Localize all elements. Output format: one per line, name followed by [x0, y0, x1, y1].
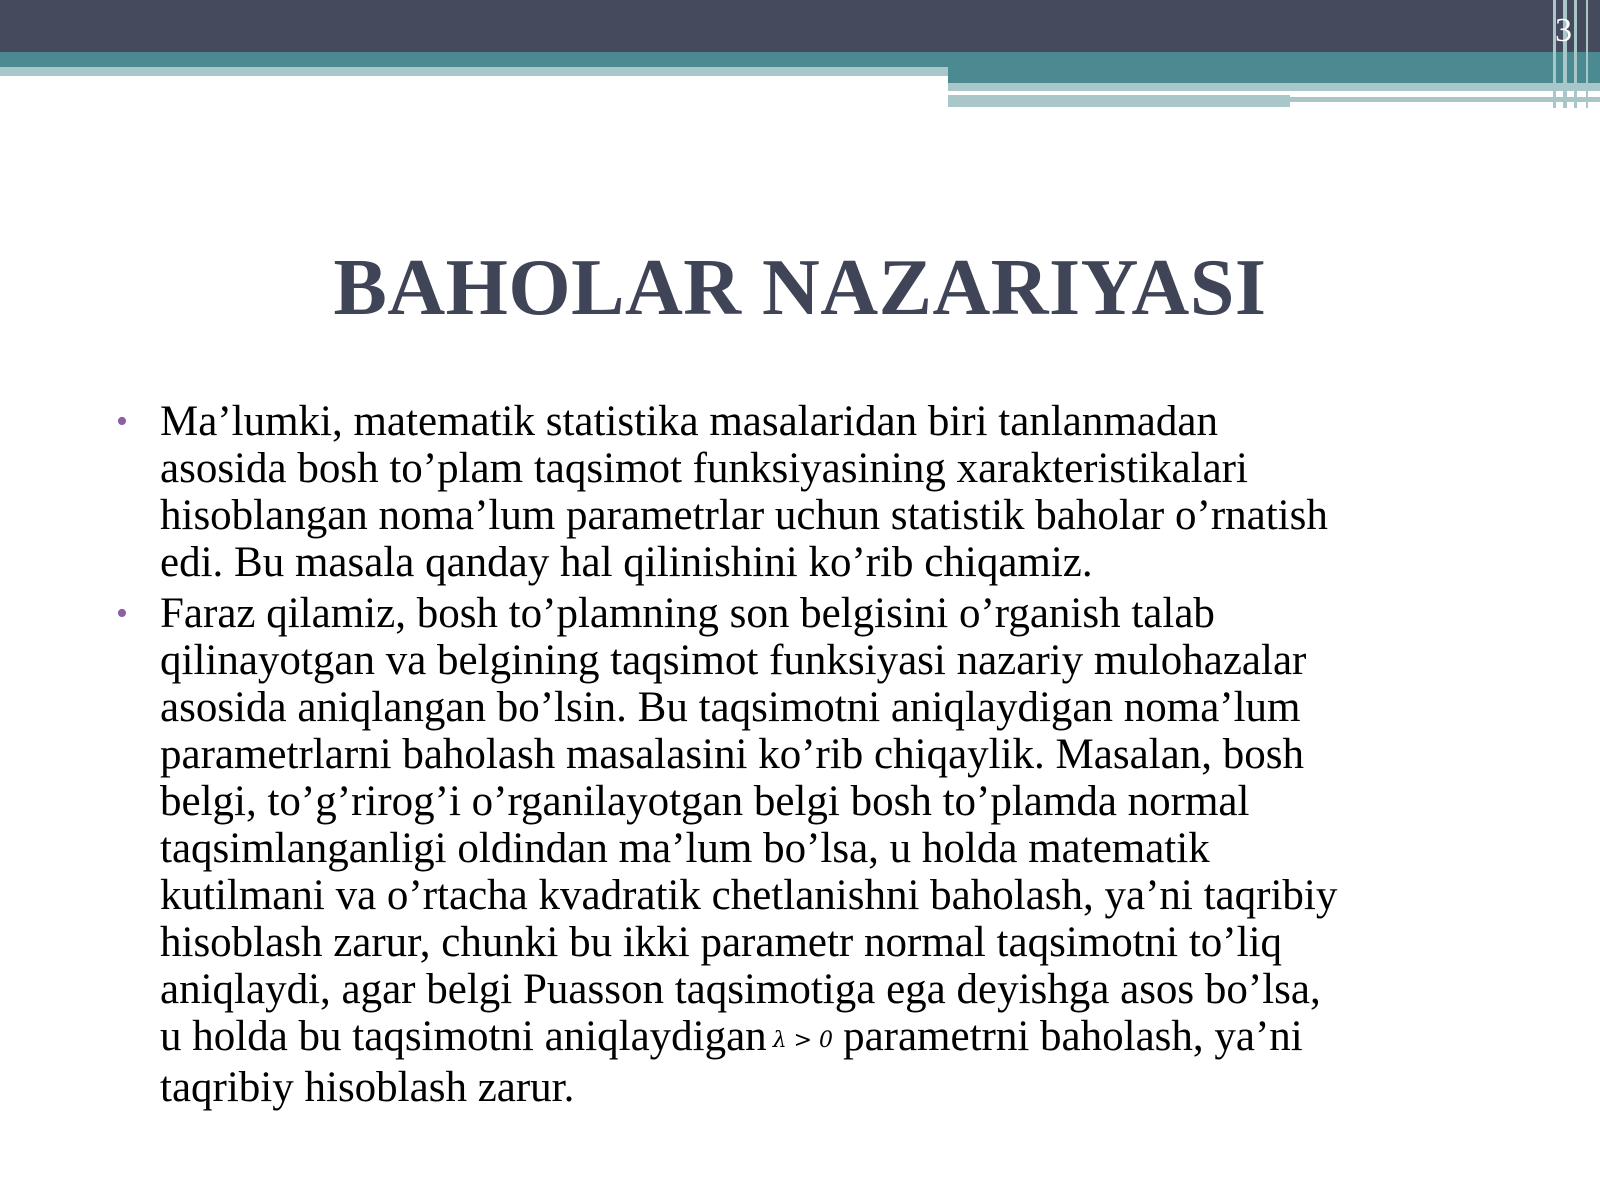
bullet-item: [110, 398, 1510, 586]
lambda-formula: λ > 0: [772, 1027, 834, 1053]
text-line: asosida aniqlangan bo’lsin. Bu taqsimotni aniqlaydigan noma’lum: [160, 684, 1301, 731]
text-line: taqsimlanganligi oldindan ma’lum bo’lsa, u holda matematik: [160, 825, 1210, 872]
bullet-item: [110, 590, 1510, 1111]
text-segment: parametrni baholash, ya’ni: [843, 1013, 1303, 1060]
bullet-list: [110, 398, 1510, 1115]
text-line: Faraz qilamiz, bosh to’plamning son belgisini o’rganish talab: [160, 590, 1215, 637]
text-line: taqribiy hisoblash zarur.: [160, 1063, 575, 1111]
slide-title: BAHOLAR NAZARIYASI: [333, 244, 1267, 332]
text-line: asosida bosh to’plam taqsimot funksiyasining xarakteristikalari: [160, 445, 1248, 492]
text-line: aniqlaydi, agar belgi Puasson taqsimotiga ega deyishga asos bo’lsa,: [160, 966, 1321, 1013]
header-band-teal-right: [948, 67, 1600, 83]
header-band-light: [0, 67, 950, 76]
text-line: kutilmani va o’rtacha kvadratik chetlanishni baholash, ya’ni taqribiy: [160, 872, 1338, 919]
text-segment: u holda bu taqsimotni aniqlaydigan: [160, 1013, 767, 1060]
text-line: hisoblangan noma’lum parametrlar uchun statistik baholar o’rnatish: [160, 492, 1328, 539]
header-vertical-stripe: [1586, 0, 1588, 108]
header-band-dark: [0, 0, 1600, 52]
header-vertical-stripe: [1574, 0, 1577, 108]
header-band-light-right: [948, 83, 1600, 91]
header-band-light-right-lower: [948, 95, 1290, 107]
text-line: edi. Bu masala qanday hal qilinishini ko’rib chiqamiz.: [160, 539, 1093, 586]
text-line: belgi, to’g’rirog’i o’rganilayotgan belgi bosh to’plamda normal: [160, 778, 1250, 825]
bullet-dot-icon: •: [116, 595, 128, 632]
header-band-teal: [0, 52, 1600, 67]
text-line-with-formula: [160, 1013, 1510, 1064]
bullet-dot-icon: •: [116, 403, 128, 440]
page-number: 3: [1555, 12, 1572, 49]
text-line: Ma’lumki, matematik statistika masalaridan biri tanlanmadan: [160, 398, 1218, 445]
text-line: parametrlarni baholash masalasini ko’rib chiqaylik. Masalan, bosh: [160, 731, 1304, 778]
text-line: hisoblash zarur, chunki bu ikki parametr normal taqsimotni to’liq: [160, 919, 1283, 966]
text-line: qilinayotgan va belgining taqsimot funksiyasi nazariy mulohazalar: [160, 637, 1307, 684]
